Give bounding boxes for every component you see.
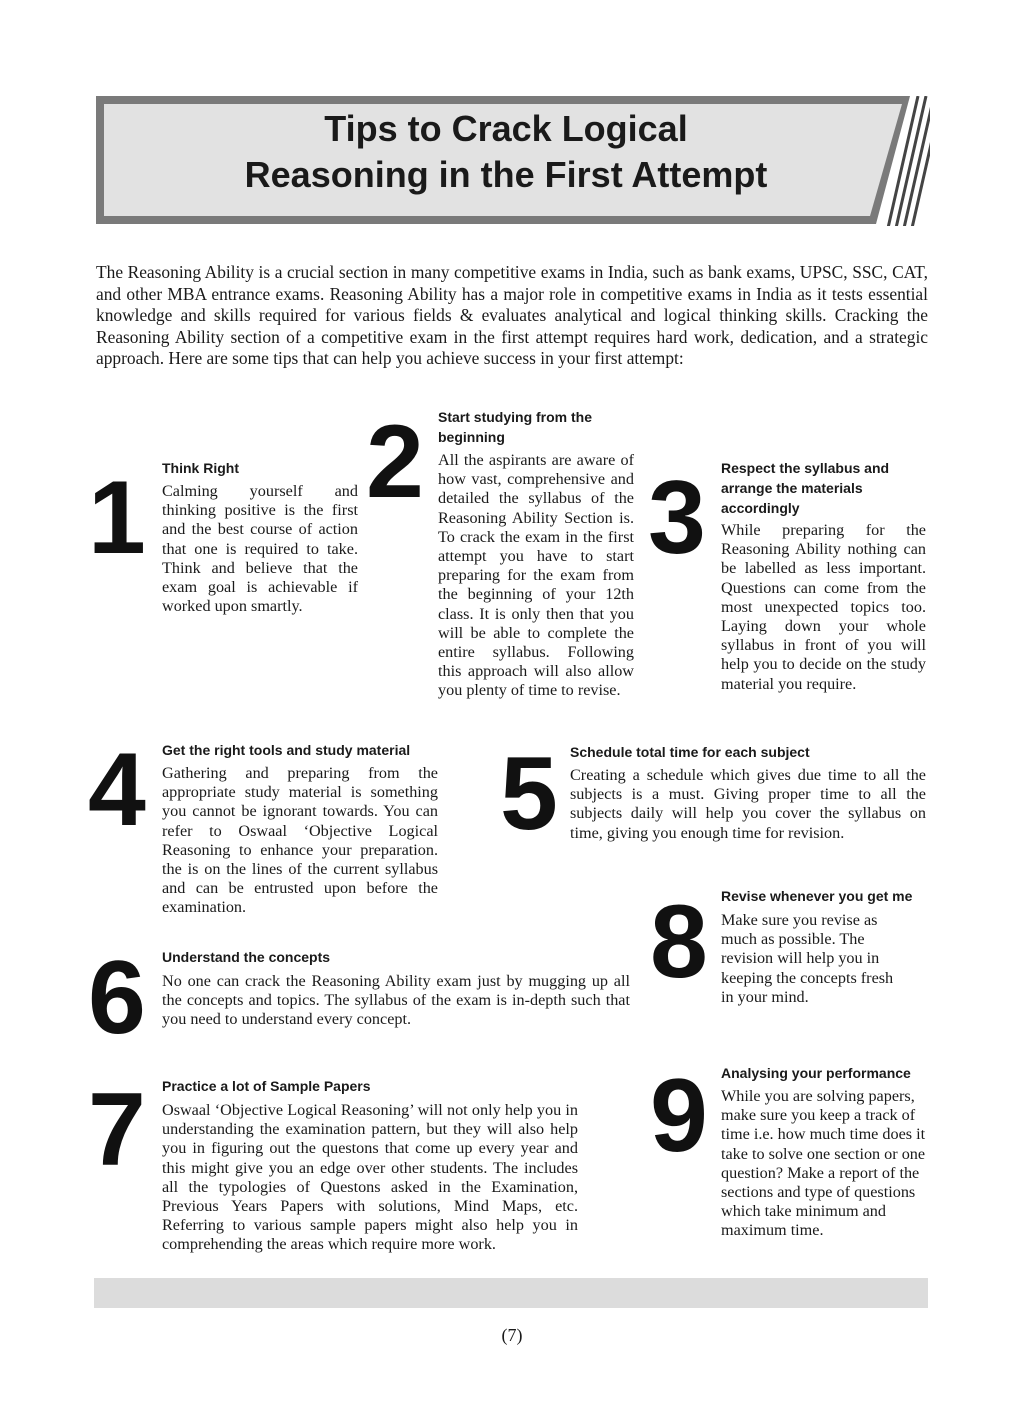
tip-heading: Think Right <box>162 460 239 476</box>
intro-paragraph: The Reasoning Ability is a crucial section in many competitive exams in India, such as bank exams, UPSC, SSC, CAT, and other MBA entrance exams. Reasoning Ability has a major role in competitive exams in India as it tests essential knowledge and skills required for various fields & evaluates analytical and logical thinking skills. Cracking the Reasoning Ability section of a competitive exam in the first attempt requires hard work, dedication, and a strategic approach. Here are some tips that can help you achieve success in your first attempt: <box>96 262 928 369</box>
tip-body: Creating a schedule which gives due time to all the subjects is a must. Giving proper time to all the subjects daily will help you cover the syllabus on time, giving you enough time for revision. <box>570 766 926 842</box>
tip-number: 7 <box>88 1072 146 1188</box>
tip-heading: Practice a lot of Sample Papers <box>162 1078 371 1094</box>
tip-number: 8 <box>650 884 708 1000</box>
title-line-1: Tips to Crack Logical <box>324 108 688 149</box>
page-number: (7) <box>501 1325 523 1345</box>
tip-body: Gathering and preparing from the appropriate study material is something you cannot be ignorant towards. You can refer to Oswaal ‘Objective Logical Reasoning to enhance your preparation. the is on the lines of the current syllabus and can be entrusted upon before the examination. <box>162 764 438 917</box>
tip-heading: Start studying from the beginning <box>438 409 593 445</box>
title-line-2: Reasoning in the First Attempt <box>244 154 768 195</box>
tip-heading: Understand the concepts <box>162 949 331 965</box>
tip-body: While you are solving papers, make sure you keep a track of time i.e. how much time does it take to solve one section or one question? Make a report of the sections and type of questions which take minimum and maximum time. <box>721 1087 926 1240</box>
tip-heading: Get the right tools and study material <box>162 742 411 758</box>
tip-body: No one can crack the Reasoning Ability exam just by mugging up all the concepts and topics. The syllabus of the exam is in-depth such that you need to understand every concept. <box>162 972 630 1029</box>
tip-number: 1 <box>88 460 146 576</box>
page-title <box>96 106 916 198</box>
tip-number: 4 <box>88 732 146 848</box>
tip-body: Calming yourself and thinking positive is the first and the best course of action that one is required to take. Think and believe that the exam goal is achievable if worked upon smartly. <box>162 482 358 616</box>
footer-bar <box>94 1278 928 1308</box>
tip-body: While preparing for the Reasoning Ability nothing can be labelled as less important. Questions can come from the most unexpected topics too. Laying down your whole syllabus in front of you will help you to decide on the study material you require. <box>721 521 926 693</box>
tip-number: 3 <box>648 460 706 576</box>
tip-number: 9 <box>650 1058 708 1174</box>
tip-number: 5 <box>500 736 558 852</box>
tip-body: Make sure you revise as much as possible. The revision will help you in keeping the concepts fresh in your mind. <box>721 911 894 1006</box>
tip-body: Oswaal ‘Objective Logical Reasoning’ will not only help you in understanding the examination pattern, but they will also help you in figuring out the questons that come up every year and this might give you an edge over other students. The includes all the typologies of Questons asked in the Examination, Previous Years Papers with solutions, Mind Maps, etc. Referring to various sample papers might also help you in comprehending the areas which require more work. <box>162 1101 578 1254</box>
tip-body: All the aspirants are aware of how vast, comprehensive and detailed the syllabus of the Reasoning Ability Section is. To crack the exam in the first attempt you have to start preparing for the exam from the beginning of your 12th class. It is only then that you will be able to complete the entire syllabus. Following this approach will also allow you plenty of time to revise. <box>438 451 634 700</box>
tip-heading: Respect the syllabus and arrange the materials accordingly <box>721 460 890 516</box>
tip-number: 2 <box>366 404 424 520</box>
tip-heading: Analysing your performance <box>721 1065 911 1081</box>
tip-heading: Revise whenever you get me <box>721 888 913 904</box>
tip-heading: Schedule total time for each subject <box>570 744 810 760</box>
tip-number: 6 <box>88 940 146 1056</box>
